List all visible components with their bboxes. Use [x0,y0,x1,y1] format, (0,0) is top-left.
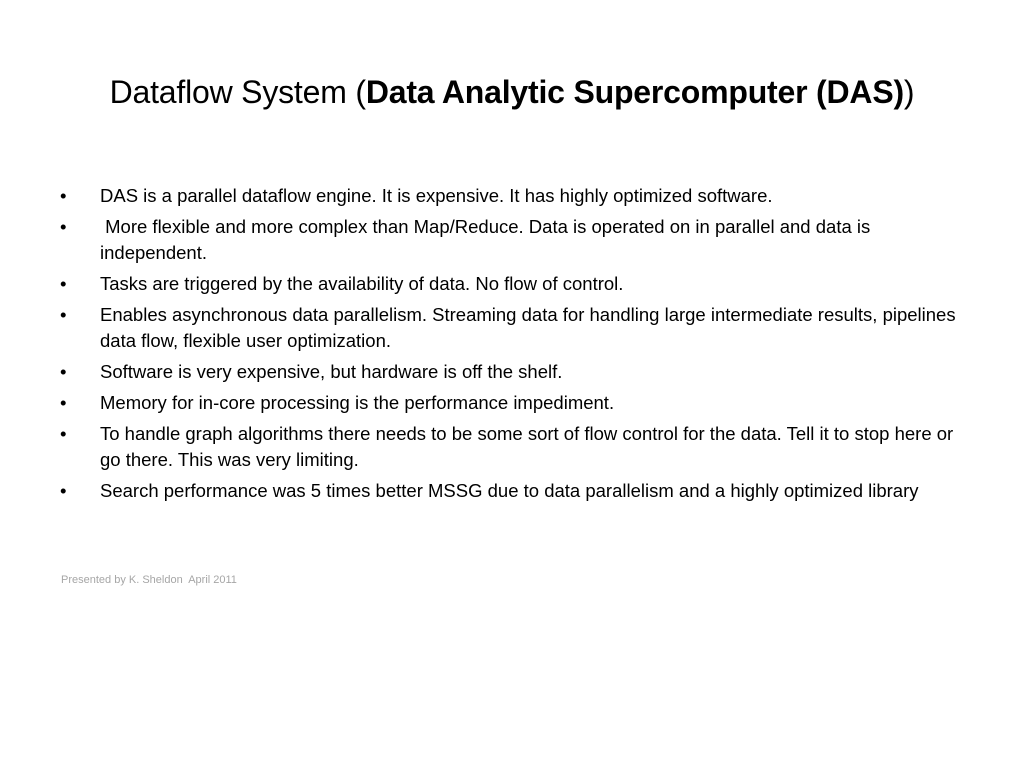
bullet-text: Memory for in-core processing is the performance impediment. [100,392,615,413]
title-prefix: Dataflow System ( [109,74,366,111]
bullet-list [60,183,965,509]
bullet-item [60,359,965,385]
bullet-text: DAS is a parallel dataflow engine. It is expensive. It has highly optimized software. [100,185,773,206]
bullet-dot-icon: • [60,480,67,501]
slide-footer: Presented by K. Sheldon April 2011 [61,574,237,586]
bullet-text: To handle graph algorithms there needs to be some sort of flow control for the data. Tell it to stop here or go there. This was very limiting. [100,423,954,470]
bullet-text: Tasks are triggered by the availability of data. No flow of control. [100,273,624,294]
bullet-item [60,183,965,209]
bullet-dot-icon: • [60,185,67,206]
bullet-text: Software is very expensive, but hardware is off the shelf. [100,361,563,382]
bullet-dot-icon: • [60,392,67,413]
bullet-item [60,302,965,354]
bullet-dot-icon: • [60,361,67,382]
bullet-dot-icon: • [60,216,67,237]
title-bold: Data Analytic Supercomputer (DAS) [365,74,904,111]
slide-title [92,71,932,114]
bullet-item [60,271,965,297]
bullet-dot-icon: • [60,304,67,325]
bullet-text: Enables asynchronous data parallelism. Streaming data for handling large intermediate results, pipelines data flow, flexible user optimization. [100,304,956,351]
title-suffix: ) [903,74,915,111]
bullet-item [60,214,965,266]
bullet-dot-icon: • [60,423,67,444]
bullet-item [60,421,965,473]
bullet-item [60,390,965,416]
bullet-text: Search performance was 5 times better MSSG due to data parallelism and a highly optimized library [100,480,919,501]
bullet-text: More flexible and more complex than Map/Reduce. Data is operated on in parallel and data is independent. [100,216,876,263]
bullet-item [60,478,965,504]
bullet-dot-icon: • [60,273,67,294]
